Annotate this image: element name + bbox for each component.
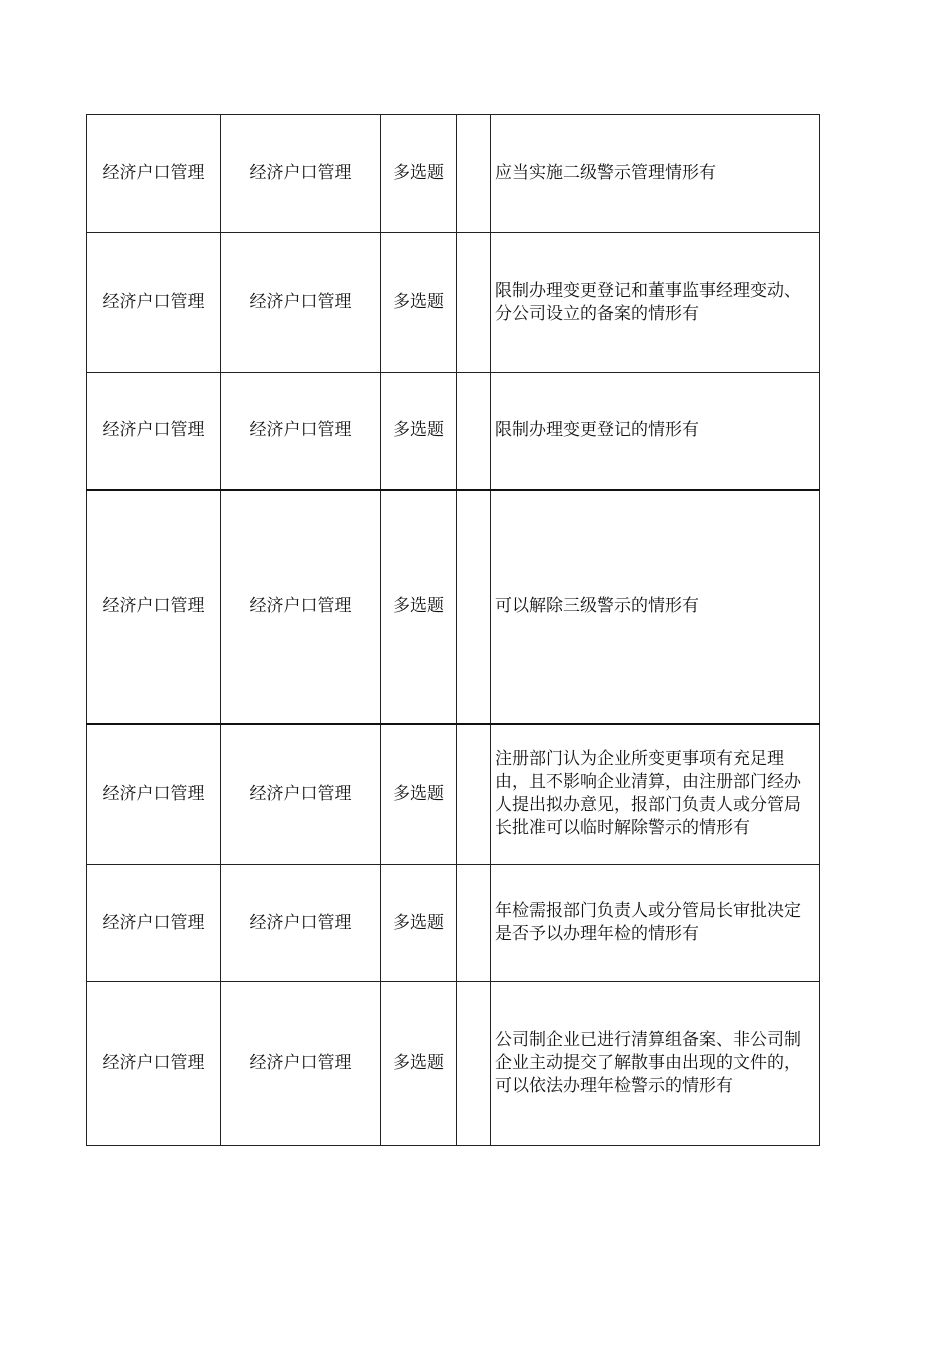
table-row <box>87 982 820 1146</box>
category-cell: 经济户口管理 <box>87 373 221 490</box>
answer-cell <box>457 865 491 982</box>
answer-cell <box>457 373 491 490</box>
question-type-cell: 多选题 <box>381 982 457 1146</box>
subcategory-cell: 经济户口管理 <box>221 865 381 982</box>
subcategory-cell: 经济户口管理 <box>221 724 381 865</box>
category-cell: 经济户口管理 <box>87 865 221 982</box>
answer-cell <box>457 233 491 373</box>
category-cell: 经济户口管理 <box>87 115 221 233</box>
question-type-cell: 多选题 <box>381 373 457 490</box>
subcategory-cell: 经济户口管理 <box>221 982 381 1146</box>
answer-cell <box>457 982 491 1146</box>
answer-cell <box>457 115 491 233</box>
question-cell: 限制办理变更登记和董事监事经理变动、分公司设立的备案的情形有 <box>491 233 820 373</box>
question-cell: 可以解除三级警示的情形有 <box>491 490 820 724</box>
question-type-cell: 多选题 <box>381 233 457 373</box>
question-cell: 年检需报部门负责人或分管局长审批决定是否予以办理年检的情形有 <box>491 865 820 982</box>
table-row <box>87 490 820 724</box>
question-cell: 注册部门认为企业所变更事项有充足理由，且不影响企业清算，由注册部门经办人提出拟办意见，报部门负责人或分管局长批准可以临时解除警示的情形有 <box>491 724 820 865</box>
question-type-cell: 多选题 <box>381 865 457 982</box>
answer-cell <box>457 724 491 865</box>
category-cell: 经济户口管理 <box>87 982 221 1146</box>
category-cell: 经济户口管理 <box>87 233 221 373</box>
question-type-cell: 多选题 <box>381 724 457 865</box>
question-type-cell: 多选题 <box>381 115 457 233</box>
question-cell: 应当实施二级警示管理情形有 <box>491 115 820 233</box>
answer-cell <box>457 490 491 724</box>
table-row <box>87 865 820 982</box>
subcategory-cell: 经济户口管理 <box>221 490 381 724</box>
question-table <box>86 114 820 1146</box>
subcategory-cell: 经济户口管理 <box>221 373 381 490</box>
table-row <box>87 373 820 490</box>
table-row <box>87 233 820 373</box>
table-row <box>87 115 820 233</box>
question-cell: 限制办理变更登记的情形有 <box>491 373 820 490</box>
category-cell: 经济户口管理 <box>87 724 221 865</box>
subcategory-cell: 经济户口管理 <box>221 233 381 373</box>
category-cell: 经济户口管理 <box>87 490 221 724</box>
question-type-cell: 多选题 <box>381 490 457 724</box>
table-row <box>87 724 820 865</box>
question-cell: 公司制企业已进行清算组备案、非公司制企业主动提交了解散事由出现的文件的，可以依法办理年检警示的情形有 <box>491 982 820 1146</box>
subcategory-cell: 经济户口管理 <box>221 115 381 233</box>
